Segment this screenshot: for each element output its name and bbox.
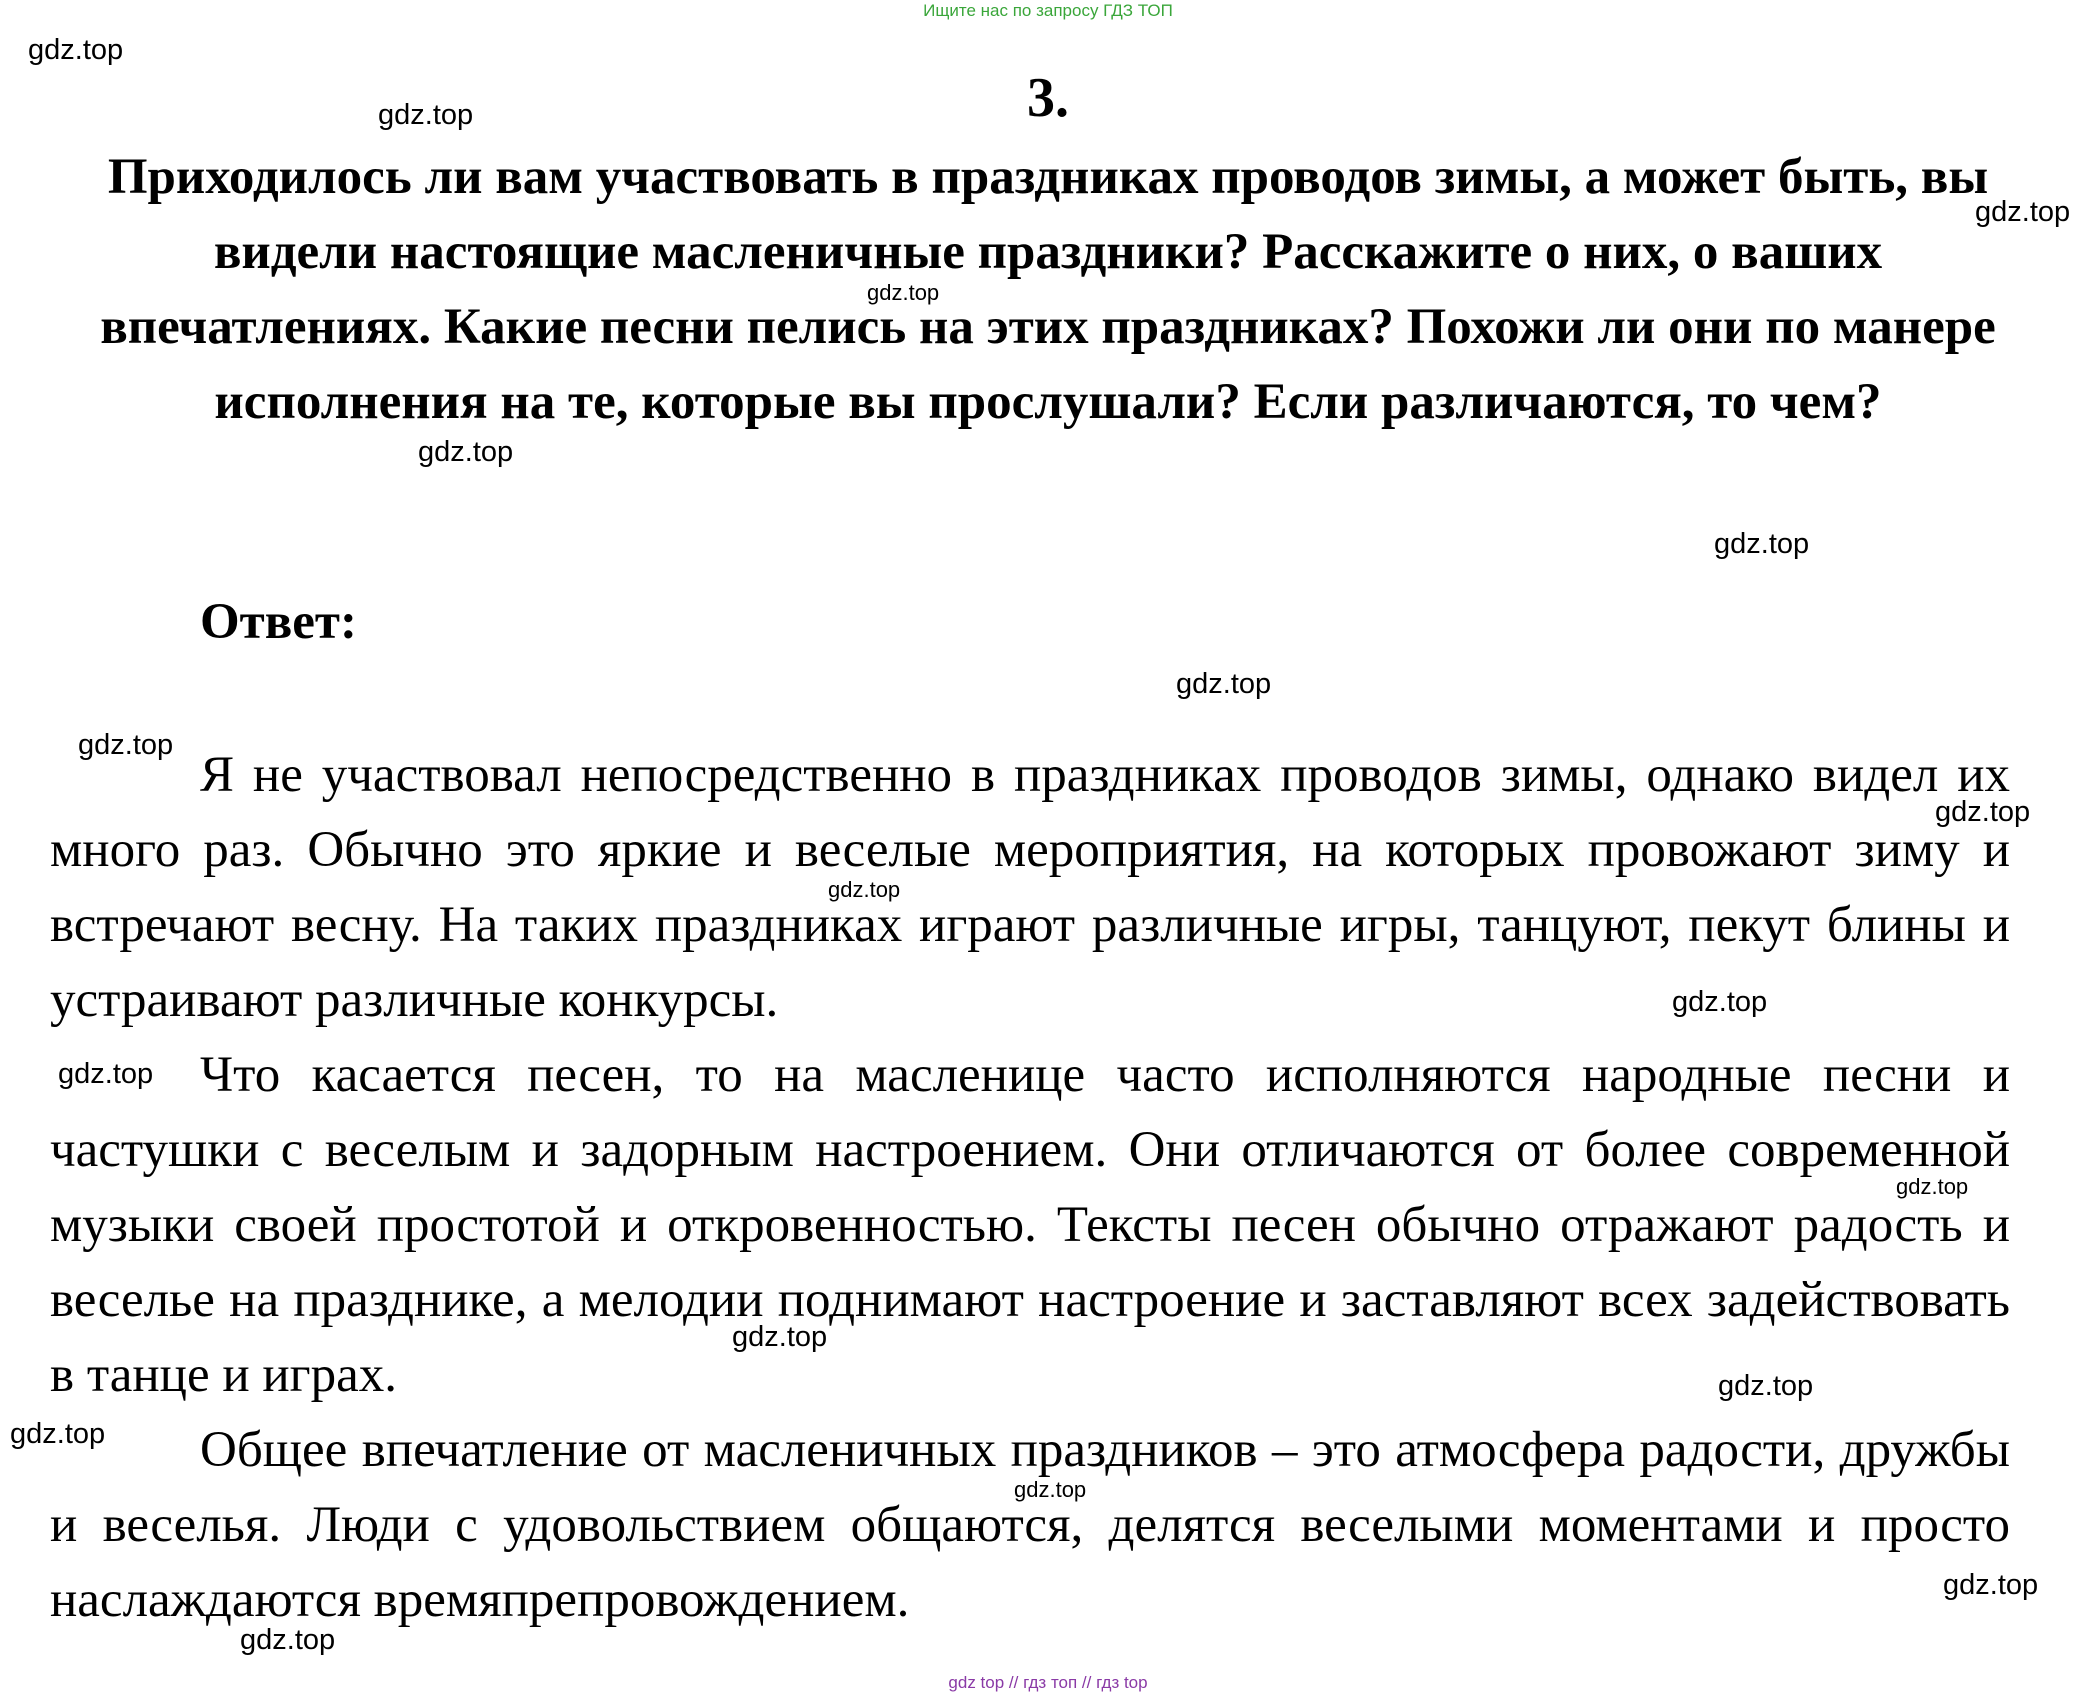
answer-paragraph-3: Общее впечатление от масленичных праздников – это атмосфера радости, дружбы и веселья. Люди с удовольствием общаются, делятся веселыми моментами и просто наслаждаются времяпрепровождением.	[50, 1422, 2010, 1628]
watermark: gdz.top	[78, 729, 174, 761]
watermark: gdz.top	[1935, 796, 2031, 828]
answer-paragraph-1: Я не участвовал непосредственно в праздниках проводов зимы, однако видел их много раз. Обычно это яркие и веселые мероприятия, на которых провожают зиму и встречают весну. На таких праздниках играют различные игры, танцуют, пекут блины и устраивают различные конкурсы.	[50, 747, 2010, 1028]
watermark: gdz.top	[240, 1624, 336, 1656]
watermark: gdz.top	[418, 436, 514, 468]
watermark: gdz.top	[732, 1321, 828, 1353]
top-banner[interactable]: Ищите нас по запросу ГДЗ ТОП	[923, 1, 1173, 20]
watermark: gdz.top	[1975, 196, 2071, 228]
watermark: gdz.top	[58, 1058, 154, 1090]
watermark: gdz.top	[10, 1418, 106, 1450]
answer-heading: Ответ:	[200, 594, 357, 650]
watermark: gdz.top	[378, 99, 474, 131]
watermark: gdz.top	[1896, 1174, 1969, 1199]
watermark: gdz.top	[1718, 1370, 1814, 1402]
watermark: gdz.top	[1714, 528, 1810, 560]
watermark: gdz.top	[1943, 1569, 2039, 1601]
watermark: gdz.top	[1014, 1477, 1087, 1502]
watermark: gdz.top	[1672, 986, 1768, 1018]
answer-paragraph-2: Что касается песен, то на масленице часто исполняются народные песни и частушки с веселым и задорным настроением. Они отличаются от более современной музыки своей простотой и откровенностью. Тексты песен обычно отражают радость и веселье на празднике, а мелодии поднимают настроение и заставляют всех задействовать в танце и играх.	[50, 1047, 2010, 1403]
watermark: gdz.top	[28, 34, 124, 66]
watermark: gdz.top	[867, 280, 940, 305]
task-number: 3.	[1027, 67, 1069, 129]
task-question: Приходилось ли вам участвовать в праздниках проводов зимы, а может быть, вы видели настоящие масленичные праздники? Расскажите о них, о ваших впечатлениях. Какие песни пелись на этих праздниках? Похожи ли они по манере исполнения на те, которые вы прослушали? Если различаются, то чем?	[100, 149, 1996, 430]
watermark: gdz.top	[1176, 668, 1272, 700]
watermark: gdz.top	[828, 877, 901, 902]
bottom-banner[interactable]: gdz top // гдз топ // гдз top	[948, 1673, 1148, 1692]
